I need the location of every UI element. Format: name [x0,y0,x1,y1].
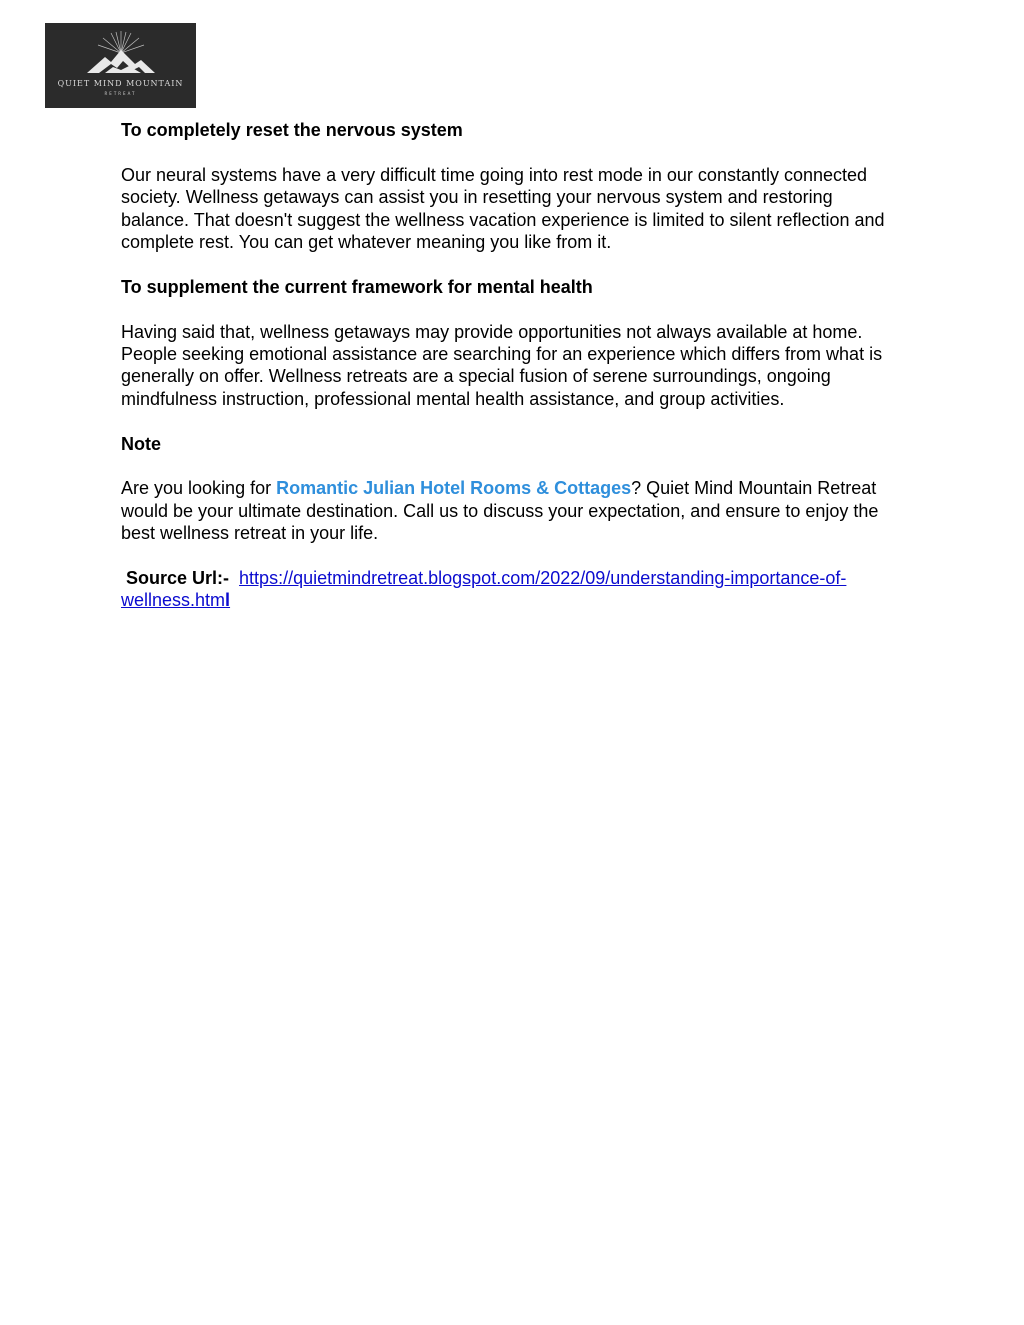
note-paragraph [121,477,901,544]
romantic-julian-hotel-link[interactable]: Romantic Julian Hotel Rooms & Cottages [276,478,632,499]
source-url-last-char: l [225,590,231,611]
note-heading: Note [121,433,161,454]
logo [45,23,196,108]
source-line [121,567,901,612]
note-text-before: Are you looking for [121,478,277,499]
article-content [121,119,901,634]
logo-name: QUIET MIND MOUNTAIN [57,79,184,88]
source-url-link[interactable] [121,568,846,610]
note-text-after: ? Quiet Mind Mountain Retreat would be your ultimate destination. Call us to discuss your expectation, and ensure to enjoy the best wellness retreat in your life. [121,478,879,544]
source-url-main: https://quietmindretreat.blogspot.com/2022/09/understanding-importance-of-wellness.htm [121,568,847,611]
section-heading-mental-health: To supplement the current framework for mental health [121,276,593,297]
logo-subtitle: RETREAT [104,91,137,96]
section-body-reset: Our neural systems have a very difficult time going into rest mode in our constantly connected society. Wellness getaways can assist you in resetting your nervous system and restoring balance. That doesn't suggest the wellness vacation experience is limited to silent reflection and complete rest. You can get whatever meaning you like from it. [121,164,885,253]
source-label: Source Url:- [126,568,230,589]
section-heading-reset: To completely reset the nervous system [121,120,463,140]
section-body-mental-health: Having said that, wellness getaways may provide opportunities not always available at home. People seeking emotional assistance are searching for an experience which differs from what is generally on offer. Wellness retreats are a special fusion of serene surroundings, ongoing mindfulness instruction, professional mental health assistance, and group activities. [121,321,883,409]
